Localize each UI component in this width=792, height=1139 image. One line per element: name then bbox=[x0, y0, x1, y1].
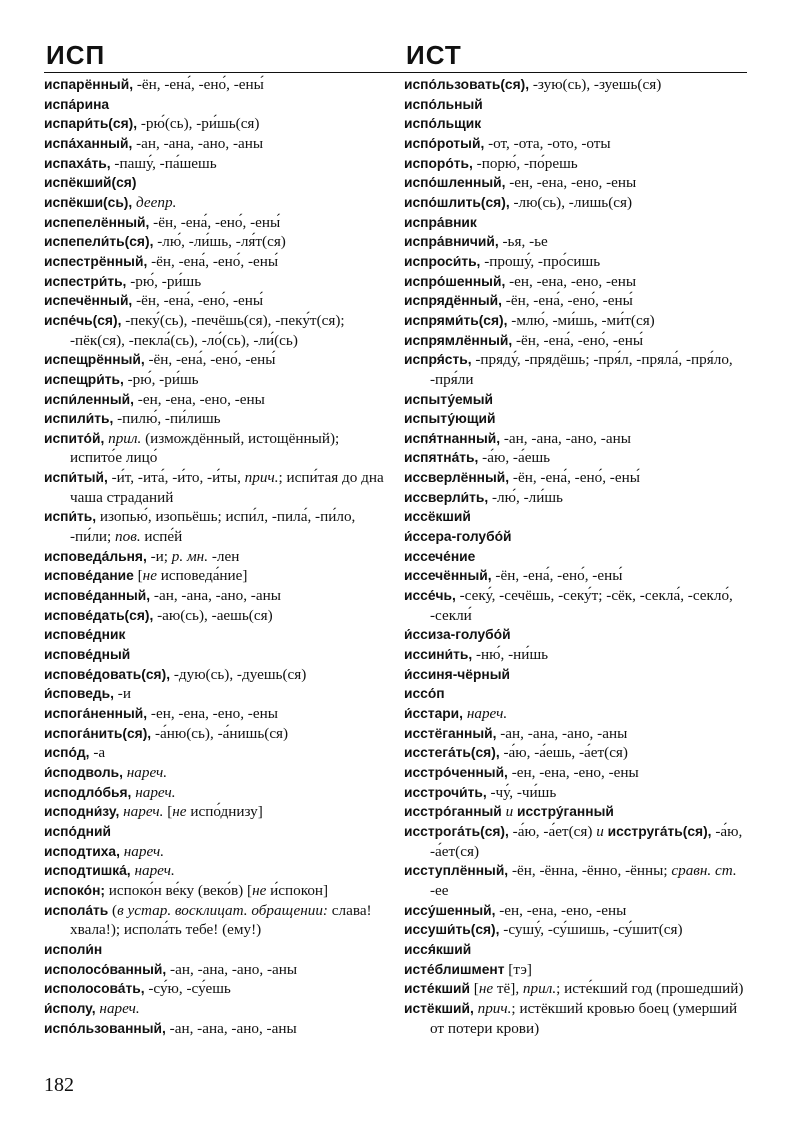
dictionary-entry bbox=[44, 193, 394, 213]
headword: испове́довать(ся), bbox=[44, 666, 171, 682]
dictionary-entry bbox=[404, 154, 754, 174]
entry-text: -ен, -ена, -ено, -ены bbox=[495, 901, 627, 919]
entry-text: (измождённый, истощённый); испито́е лицо́ bbox=[70, 429, 340, 467]
headword: иссо́п bbox=[404, 686, 445, 702]
headword: испога́нить(ся), bbox=[44, 725, 152, 741]
dictionary-entry bbox=[404, 95, 754, 115]
headword: испарённый, bbox=[44, 77, 134, 92]
entry-text: -рю́, -ри́шь bbox=[126, 272, 202, 290]
dictionary-entry bbox=[404, 566, 754, 586]
dictionary-entry bbox=[44, 507, 394, 546]
headword: иссини́ть, bbox=[404, 647, 473, 663]
headword: иссверлённый, bbox=[404, 470, 510, 486]
dictionary-entry bbox=[44, 665, 394, 685]
dictionary-entry bbox=[44, 429, 394, 468]
dictionary-entry bbox=[404, 547, 754, 567]
dictionary-entry bbox=[404, 134, 754, 154]
grammar-note: нареч. bbox=[99, 999, 140, 1017]
grammar-note: прил. bbox=[522, 980, 557, 998]
entry-text: тё], bbox=[493, 980, 523, 998]
dictionary-entry bbox=[44, 724, 394, 744]
dictionary-entry bbox=[404, 861, 754, 900]
dictionary-entry bbox=[404, 75, 754, 95]
headword: иссёкший bbox=[404, 509, 471, 525]
grammar-note: не bbox=[172, 803, 187, 821]
dictionary-entry bbox=[44, 311, 394, 350]
dictionary-entry bbox=[44, 390, 394, 410]
entry-text: -ню́, -ни́шь bbox=[472, 646, 549, 664]
headword: испестрённый, bbox=[44, 253, 148, 269]
dictionary-entry bbox=[44, 468, 394, 507]
headword: испа́ханный, bbox=[44, 135, 133, 151]
dictionary-entry bbox=[404, 822, 754, 861]
entry-text: слава! хвала!); испола́ть тебе! (ему!) bbox=[70, 901, 372, 939]
headword: испо́льзовать(ся), bbox=[404, 77, 530, 92]
entry-text: -чу́, -чи́шь bbox=[486, 783, 557, 801]
entry-text: -ен, -ена, -ено, -ены bbox=[147, 705, 278, 722]
dictionary-entry bbox=[404, 586, 754, 625]
entry-text: -ан, -ана, -ано, -аны bbox=[496, 724, 628, 742]
dictionary-entry bbox=[404, 331, 754, 351]
dictionary-entry bbox=[44, 566, 394, 586]
grammar-note: прич. bbox=[244, 469, 279, 487]
entry-text: ( bbox=[108, 901, 118, 919]
headword: испра́вник bbox=[404, 214, 477, 230]
header-rule bbox=[44, 72, 747, 73]
headword: испито́й, bbox=[44, 430, 105, 446]
grammar-note: р. мн. bbox=[171, 547, 209, 565]
entry-text: -лен bbox=[208, 547, 240, 565]
headword: испо́шленный, bbox=[404, 175, 506, 191]
entry-text: -а́ю, -а́ешь, -а́ет(ся) bbox=[499, 744, 628, 762]
headword: истёкший, bbox=[404, 1000, 474, 1016]
headword: испове́дный bbox=[44, 647, 131, 663]
entry-text: -ен, -ена, -ено, -ены bbox=[505, 272, 637, 290]
headword: испо́д, bbox=[44, 745, 90, 761]
entry-text: -ён, -ена́, -ено́, -ены́ bbox=[501, 292, 633, 310]
headword: испещрённый, bbox=[44, 352, 145, 368]
dictionary-entry bbox=[404, 272, 754, 292]
dictionary-entry bbox=[44, 134, 394, 154]
entry-text: -а́ю, -а́ешь bbox=[478, 449, 551, 467]
entry-text: -лю́, -ли́шь bbox=[488, 488, 563, 506]
dictionary-entry bbox=[404, 920, 754, 940]
headword: и́ссиня-чёрный bbox=[404, 666, 510, 682]
headword: исстега́ть(ся), bbox=[404, 745, 500, 761]
dictionary-entry bbox=[44, 213, 394, 233]
headword: исподни́зу, bbox=[44, 804, 120, 820]
dictionary-entry bbox=[404, 291, 754, 311]
dictionary-entry bbox=[404, 940, 754, 960]
headword: испятна́ть, bbox=[404, 450, 479, 466]
dictionary-entry bbox=[404, 783, 754, 803]
headword: и́сстари, bbox=[404, 706, 464, 721]
dictionary-entry bbox=[404, 193, 754, 213]
entry-text: -ён, -ённа, -ённо, -ённы; bbox=[508, 862, 672, 880]
dictionary-entry bbox=[44, 75, 394, 95]
dictionary-entry bbox=[44, 861, 394, 881]
headword: испола́ть bbox=[44, 902, 109, 918]
right-column bbox=[404, 75, 754, 1038]
headword: исстрочи́ть, bbox=[404, 784, 487, 800]
headword: исстёганный, bbox=[404, 725, 497, 741]
headword: иссуши́ть(ся), bbox=[404, 922, 500, 938]
entry-text: -ан, -ана, -ано, -аны bbox=[150, 587, 281, 605]
entry-text: -ен, -ена, -ено, -ены bbox=[134, 390, 265, 408]
entry-text: -ан, -ана, -ано, -аны bbox=[132, 134, 264, 152]
headword: испове́дание bbox=[44, 568, 134, 584]
headword: испи́ть, bbox=[44, 509, 97, 525]
headword: испечённый, bbox=[44, 293, 133, 309]
dictionary-entry bbox=[404, 960, 754, 980]
headword: испоко́н; bbox=[44, 882, 105, 898]
entry-text: -а́ю, -а́ет(ся) bbox=[508, 822, 597, 840]
dictionary-entry bbox=[404, 350, 754, 389]
dictionary-entry bbox=[404, 979, 754, 999]
headword: иссу́шенный, bbox=[404, 902, 496, 918]
entry-text: -зую(сь), -зуешь(ся) bbox=[529, 76, 662, 93]
headword: испо́льзованный, bbox=[44, 1020, 166, 1036]
headword: испыту́емый bbox=[404, 391, 494, 407]
headword: испе́чь(ся), bbox=[44, 312, 122, 328]
headword: исте́блишмент bbox=[404, 961, 505, 977]
headword: испи́ленный, bbox=[44, 391, 134, 407]
entry-text: -пашу́, -па́шешь bbox=[110, 154, 217, 172]
headword: испа́рина bbox=[44, 96, 110, 112]
headword: исповеда́льня, bbox=[44, 548, 147, 564]
headword: испра́вничий, bbox=[404, 234, 499, 250]
entry-text: -и bbox=[113, 685, 131, 703]
dictionary-entry bbox=[44, 822, 394, 842]
headword: испестри́ть, bbox=[44, 273, 127, 289]
headword: испрямлённый, bbox=[404, 332, 513, 348]
dictionary-entry bbox=[404, 507, 754, 527]
entry-text: -ья, -ье bbox=[498, 233, 548, 251]
dictionary-entry bbox=[44, 999, 394, 1019]
dictionary-entry bbox=[44, 370, 394, 390]
dictionary-entry bbox=[404, 213, 754, 233]
entry-text: -ан, -ана, -ано, -аны bbox=[166, 960, 298, 978]
entry-text: -сушу́, -су́шишь, -су́шит(ся) bbox=[499, 921, 683, 939]
dictionary-entry bbox=[44, 252, 394, 272]
headword: испроси́ть, bbox=[404, 253, 481, 269]
dictionary-entry bbox=[404, 743, 754, 763]
dictionary-entry bbox=[44, 881, 394, 901]
headword: испепели́ть(ся), bbox=[44, 234, 154, 250]
dictionary-entry bbox=[404, 429, 754, 449]
grammar-note: и bbox=[501, 803, 517, 821]
entry-text: -пеку́(сь), -печёшь(ся), -пеку́т(ся); -пёк(ся), -пекла́(сь), -ло́(сь), -ли́(сь) bbox=[70, 311, 345, 349]
dictionary-entry bbox=[44, 842, 394, 862]
grammar-note: и bbox=[596, 822, 608, 840]
headword: испро́шенный, bbox=[404, 273, 506, 289]
headword: и́сполу, bbox=[44, 1000, 96, 1016]
entry-text: [ bbox=[469, 980, 479, 998]
headword: испо́льщик bbox=[404, 116, 482, 132]
entry-text: -и; bbox=[146, 547, 172, 565]
headword: испо́льный bbox=[404, 96, 483, 112]
entry-text: -ён, -ена́, -ено́, -ены́ bbox=[132, 292, 264, 310]
grammar-note: нареч. bbox=[123, 842, 165, 860]
headword: испря́сть, bbox=[404, 352, 472, 368]
dictionary-entry bbox=[404, 488, 754, 508]
page-number: 182 bbox=[44, 1074, 74, 1096]
entry-text: -ён, -ена́, -ено́, -ены́ bbox=[509, 469, 640, 487]
headword: иссечённый, bbox=[404, 568, 492, 584]
headword: иссе́чь, bbox=[404, 588, 456, 604]
dictionary-entry bbox=[404, 311, 754, 331]
entry-text: испоко́н ве́ку (веко́в) [ bbox=[105, 881, 253, 899]
entry-text: исповеда́ние] bbox=[156, 567, 248, 585]
headword: испо́шлить(ся), bbox=[404, 194, 510, 210]
headword: испари́ть(ся), bbox=[44, 116, 138, 132]
headword: испёкший(ся) bbox=[44, 175, 137, 191]
running-head-right: ИСТ bbox=[406, 40, 462, 70]
dictionary-entry bbox=[44, 409, 394, 429]
dictionary-entry bbox=[44, 547, 394, 567]
entry-text: -млю́, -ми́шь, -ми́т(ся) bbox=[507, 311, 655, 329]
entry-text: ; испи́тая до дна чаша страданий bbox=[70, 469, 384, 506]
headword: испили́ть, bbox=[44, 411, 114, 427]
dictionary-entry bbox=[44, 645, 394, 665]
headword: исступлённый, bbox=[404, 863, 509, 879]
grammar-note: не bbox=[478, 980, 494, 998]
dictionary-entry bbox=[44, 743, 394, 763]
entry-text: -су́ю, -су́ешь bbox=[144, 980, 231, 998]
dictionary-entry bbox=[44, 979, 394, 999]
dictionary-entry bbox=[44, 291, 394, 311]
entry-text: [ bbox=[133, 567, 143, 585]
grammar-note: не bbox=[142, 567, 157, 585]
entry-text: -ён, -ена́, -ено́, -ены́ bbox=[149, 213, 281, 231]
grammar-note: сравн. ст. bbox=[671, 862, 737, 880]
headword: и́сподволь, bbox=[44, 764, 123, 780]
entry-text: -рю́(сь), -ри́шь(ся) bbox=[137, 115, 260, 133]
entry-text: -пряду́, -прядёшь; -пря́л, -пряла́, -пря́ло, -пря́ли bbox=[430, 351, 733, 388]
dictionary-entry bbox=[404, 704, 754, 724]
entry-text: -ён, -ена́, -ено́, -ены́ bbox=[144, 351, 276, 369]
headword: исструга́ть(ся), bbox=[607, 823, 712, 839]
dictionary-entry bbox=[44, 783, 394, 803]
entry-text: -а́ю, -а́ет(ся) bbox=[430, 822, 743, 860]
entry-text: -а́ню(сь), -а́нишь(ся) bbox=[151, 724, 289, 742]
entry-text: изопью́, изопьёшь; испи́л, -пила́, -пи́ло, -пи́ли; bbox=[70, 508, 356, 546]
headword: испя́тнанный, bbox=[404, 430, 501, 446]
dictionary-entry bbox=[44, 350, 394, 370]
headword: и́ссера-голубо́й bbox=[404, 529, 512, 545]
entry-text: -пилю́, -пи́лишь bbox=[113, 410, 221, 428]
headword: испо́дний bbox=[44, 823, 111, 839]
entry-text: -аю(сь), -аешь(ся) bbox=[153, 606, 273, 624]
dictionary-entry bbox=[44, 960, 394, 980]
dictionary-entry bbox=[44, 154, 394, 174]
dictionary-entry bbox=[44, 625, 394, 645]
headword: исполосо́ванный, bbox=[44, 961, 167, 977]
dictionary-entry bbox=[404, 645, 754, 665]
headword: испаха́ть, bbox=[44, 155, 111, 171]
entry-text: -и́т, -ита́, -и́то, -и́ты, bbox=[107, 469, 245, 487]
entry-text: -дую(сь), -дуешь(ся) bbox=[170, 665, 307, 683]
headword: испрядённый, bbox=[404, 293, 502, 309]
entry-text: -ан, -ана, -ано, -аны bbox=[165, 1019, 297, 1037]
entry-text: -а bbox=[89, 744, 106, 762]
headword: исподтишка́, bbox=[44, 863, 131, 879]
dictionary-entry bbox=[404, 901, 754, 921]
headword: испыту́ющий bbox=[404, 411, 496, 427]
entry-text: -прошу́, -про́сишь bbox=[480, 252, 601, 270]
dictionary-entry bbox=[404, 527, 754, 547]
dictionary-entry bbox=[404, 252, 754, 272]
grammar-note: прил. bbox=[108, 429, 142, 447]
headword: и́ссиза-голубо́й bbox=[404, 627, 511, 643]
headword: исте́кший bbox=[404, 981, 470, 997]
entry-text: -ён, -ена́, -ено́, -ены́ bbox=[147, 252, 279, 270]
headword: исстру́ганный bbox=[516, 804, 614, 820]
dictionary-entry bbox=[44, 763, 394, 783]
headword: испога́ненный, bbox=[44, 706, 148, 721]
headword: исстро́ченный, bbox=[404, 764, 508, 780]
dictionary-entry bbox=[44, 684, 394, 704]
dictionary-entry bbox=[404, 468, 754, 488]
headword: иссверли́ть, bbox=[404, 489, 489, 505]
left-column bbox=[44, 75, 394, 1038]
entry-text: испо́днизу] bbox=[186, 803, 263, 821]
grammar-note: нареч. bbox=[126, 763, 168, 781]
dictionary-entry bbox=[404, 665, 754, 685]
entry-text: -порю́, -по́решь bbox=[472, 154, 578, 172]
grammar-note: нареч. bbox=[123, 803, 164, 821]
dictionary-entry bbox=[404, 173, 754, 193]
dictionary-entry bbox=[44, 802, 394, 822]
headword: исстрога́ть(ся), bbox=[404, 823, 509, 839]
entry-text: -от, -ота, -ото, -оты bbox=[484, 134, 611, 152]
entry-text: испе́й bbox=[140, 528, 183, 546]
headword: испоро́ть, bbox=[404, 155, 473, 171]
headword: испрями́ть(ся), bbox=[404, 312, 508, 328]
grammar-note: в устар. восклицат. обращении: bbox=[117, 901, 328, 919]
headword: испове́данный, bbox=[44, 588, 151, 604]
headword: испи́тый, bbox=[44, 470, 108, 486]
dictionary-entry bbox=[44, 704, 394, 724]
entry-text: ; истёкший кровью боец (умерший от потери крови) bbox=[430, 999, 738, 1037]
dictionary-entry bbox=[404, 448, 754, 468]
dictionary-entry bbox=[404, 684, 754, 704]
entry-text: -лю(сь), -лишь(ся) bbox=[509, 193, 633, 211]
headword: испове́дать(ся), bbox=[44, 607, 154, 623]
grammar-note: пов. bbox=[115, 528, 141, 546]
headword: испещри́ть, bbox=[44, 371, 124, 387]
entry-text: -лю́, -ли́шь, -ля́т(ся) bbox=[153, 233, 286, 251]
entry-text: и́спокон] bbox=[266, 881, 329, 899]
headword: испове́дник bbox=[44, 627, 126, 643]
dictionary-entry bbox=[404, 763, 754, 783]
entry-text: -ее bbox=[430, 881, 449, 899]
entry-text: -ён, -ена́, -ено́, -ены́ bbox=[491, 567, 623, 585]
dictionary-entry bbox=[44, 272, 394, 292]
headword: исстро́ганный bbox=[404, 804, 502, 820]
grammar-note: нареч. bbox=[135, 783, 176, 801]
entry-text: [ bbox=[163, 803, 173, 821]
dictionary-entry bbox=[404, 390, 754, 410]
entry-text: [тэ] bbox=[504, 960, 532, 978]
dictionary-entry bbox=[44, 606, 394, 626]
headword: исполи́н bbox=[44, 941, 103, 957]
headword: исся́кший bbox=[404, 941, 472, 957]
headword: и́споведь, bbox=[44, 686, 114, 702]
dictionary-entry bbox=[44, 95, 394, 115]
entry-text: ; исте́кший год (прошедший) bbox=[556, 980, 744, 998]
headword: испёкши(сь), bbox=[44, 194, 133, 210]
dictionary-entry bbox=[44, 940, 394, 960]
dictionary-entry bbox=[44, 173, 394, 193]
headword: испепелённый, bbox=[44, 214, 150, 230]
headword: исполосова́ть, bbox=[44, 981, 145, 997]
dictionary-entry bbox=[404, 999, 754, 1038]
dictionary-entry bbox=[44, 901, 394, 940]
dictionary-entry bbox=[404, 724, 754, 744]
dictionary-entry bbox=[404, 625, 754, 645]
entry-text: -секу́, -сечёшь, -секу́т; -сёк, -секла́, -секло́, -секли́ bbox=[430, 587, 733, 624]
grammar-note: прич. bbox=[477, 999, 512, 1017]
dictionary-entry bbox=[44, 586, 394, 606]
grammar-note: не bbox=[252, 881, 267, 899]
dictionary-entry bbox=[404, 232, 754, 252]
headword: исподтиха, bbox=[44, 843, 120, 859]
headword: испо́ротый, bbox=[404, 135, 485, 151]
entry-text: -ён, -ена́, -ено́, -ены́ bbox=[133, 76, 264, 93]
dictionary-entry bbox=[44, 114, 394, 134]
entry-text: -ен, -ена, -ено, -ены bbox=[505, 174, 637, 192]
dictionary-entry bbox=[404, 802, 754, 822]
running-head-left: ИСП bbox=[46, 40, 106, 70]
dictionary-entry bbox=[44, 232, 394, 252]
entry-text: -ен, -ена, -ено, -ены bbox=[507, 763, 639, 781]
entry-text: -ан, -ана, -ано, -аны bbox=[500, 429, 631, 447]
dictionary-entry bbox=[404, 409, 754, 429]
entry-text: -ён, -ена́, -ено́, -ены́ bbox=[512, 331, 644, 349]
headword: иссече́ние bbox=[404, 548, 476, 564]
grammar-note: деепр. bbox=[136, 193, 177, 211]
grammar-note: нареч. bbox=[466, 705, 508, 722]
dictionary-entry bbox=[404, 114, 754, 134]
headword: исподло́бья, bbox=[44, 784, 132, 800]
dictionary-entry bbox=[44, 1019, 394, 1039]
grammar-note: нареч. bbox=[134, 862, 175, 880]
entry-text: -рю́, -ри́шь bbox=[123, 370, 199, 388]
